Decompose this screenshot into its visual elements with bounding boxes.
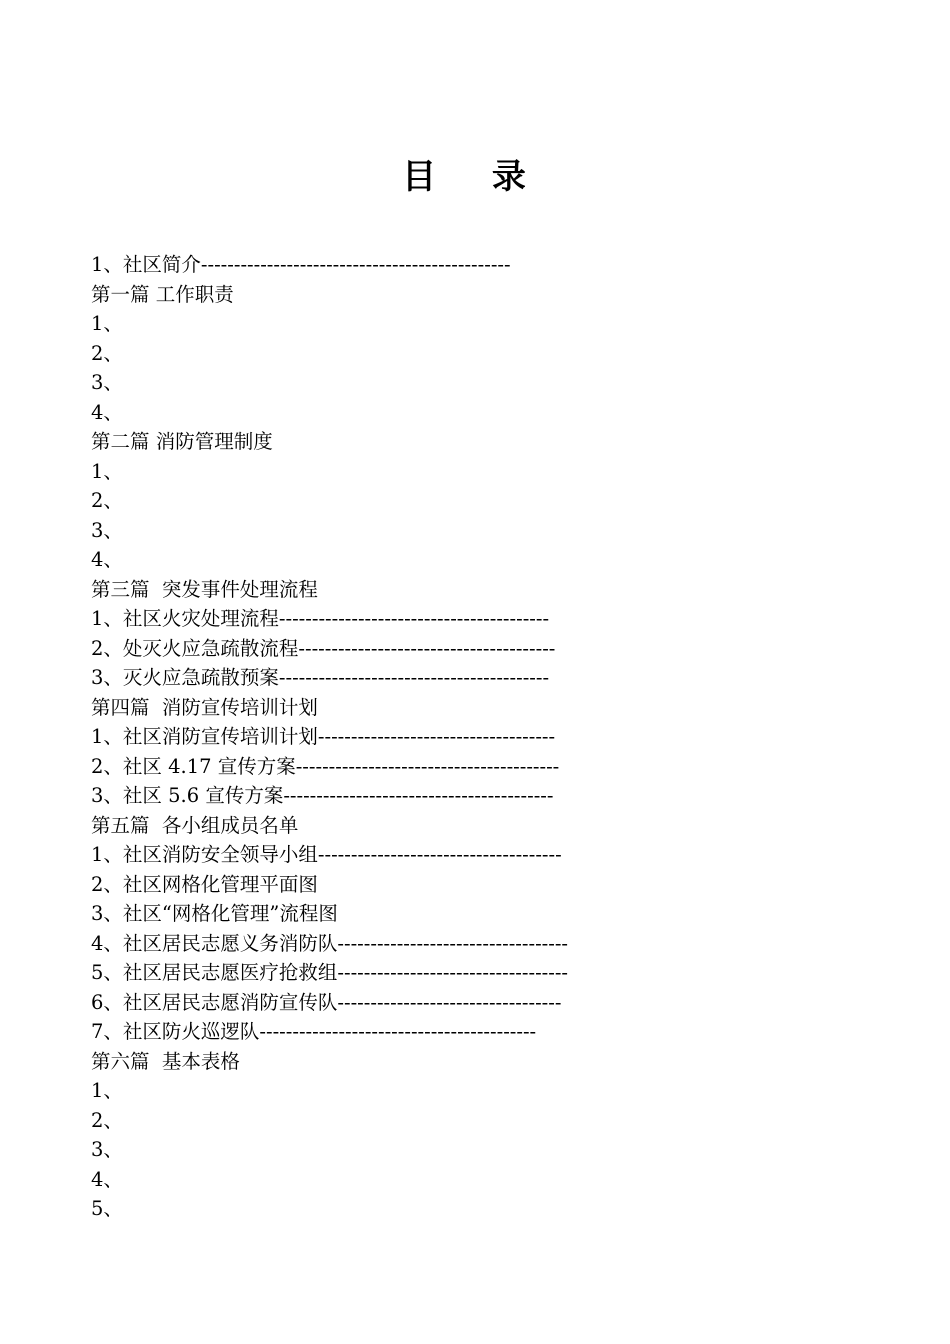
toc-line: 第六篇 基本表格 bbox=[91, 1049, 240, 1073]
toc-line: 1、 bbox=[91, 312, 123, 335]
toc-line: 第五篇 各小组成员名单 bbox=[91, 813, 299, 837]
toc-line: 2、 bbox=[91, 341, 123, 365]
toc-line: 4、社区居民志愿义务消防队----------------------------------- bbox=[91, 931, 569, 955]
toc-line: 3、社区“网格化管理”流程图 bbox=[91, 902, 338, 925]
toc-line: 6、社区居民志愿消防宣传队---------------------------------- bbox=[91, 990, 562, 1014]
toc-line: 4、 bbox=[91, 1167, 123, 1191]
toc-line: 4、 bbox=[91, 400, 123, 424]
toc-line: 3、 bbox=[91, 371, 123, 394]
toc-line: 5、 bbox=[91, 1197, 123, 1220]
toc-line: 2、处灭火应急疏散流程--------------------------------------- bbox=[91, 636, 556, 660]
toc-line: 1、社区火灾处理流程----------------------------------------- bbox=[91, 607, 550, 630]
toc-line: 第三篇 突发事件处理流程 bbox=[91, 577, 318, 601]
toc-line: 2、 bbox=[91, 1108, 123, 1132]
toc-line: 2、 bbox=[91, 489, 123, 512]
table-of-contents bbox=[91, 250, 711, 1224]
toc-line: 1、社区简介----------------------------------------------- bbox=[91, 253, 511, 276]
page-title: 目 录 bbox=[402, 157, 548, 197]
toc-line: 第一篇 工作职责 bbox=[91, 282, 234, 306]
toc-line: 1、 bbox=[91, 1079, 123, 1102]
toc-line: 1、 bbox=[91, 459, 123, 483]
toc-line: 3、 bbox=[91, 518, 123, 542]
toc-line: 4、 bbox=[91, 548, 123, 571]
toc-line: 2、社区网格化管理平面图 bbox=[91, 872, 318, 896]
toc-line: 3、 bbox=[91, 1138, 123, 1161]
toc-line: 第四篇 消防宣传培训计划 bbox=[91, 695, 318, 719]
toc-line: 1、社区消防宣传培训计划------------------------------------ bbox=[91, 725, 556, 748]
toc-line: 3、灭火应急疏散预案----------------------------------------- bbox=[91, 666, 550, 689]
toc-line: 7、社区防火巡逻队------------------------------------------ bbox=[91, 1020, 537, 1043]
toc-line: 1、社区消防安全领导小组------------------------------------- bbox=[91, 843, 562, 866]
toc-line: 5、社区居民志愿医疗抢救组----------------------------------- bbox=[91, 961, 569, 984]
toc-line: 3、社区 5.6 宣传方案----------------------------------------- bbox=[91, 784, 554, 807]
toc-line: 2、社区 4.17 宣传方案---------------------------------------- bbox=[91, 754, 560, 778]
toc-line: 第二篇 消防管理制度 bbox=[91, 430, 273, 453]
